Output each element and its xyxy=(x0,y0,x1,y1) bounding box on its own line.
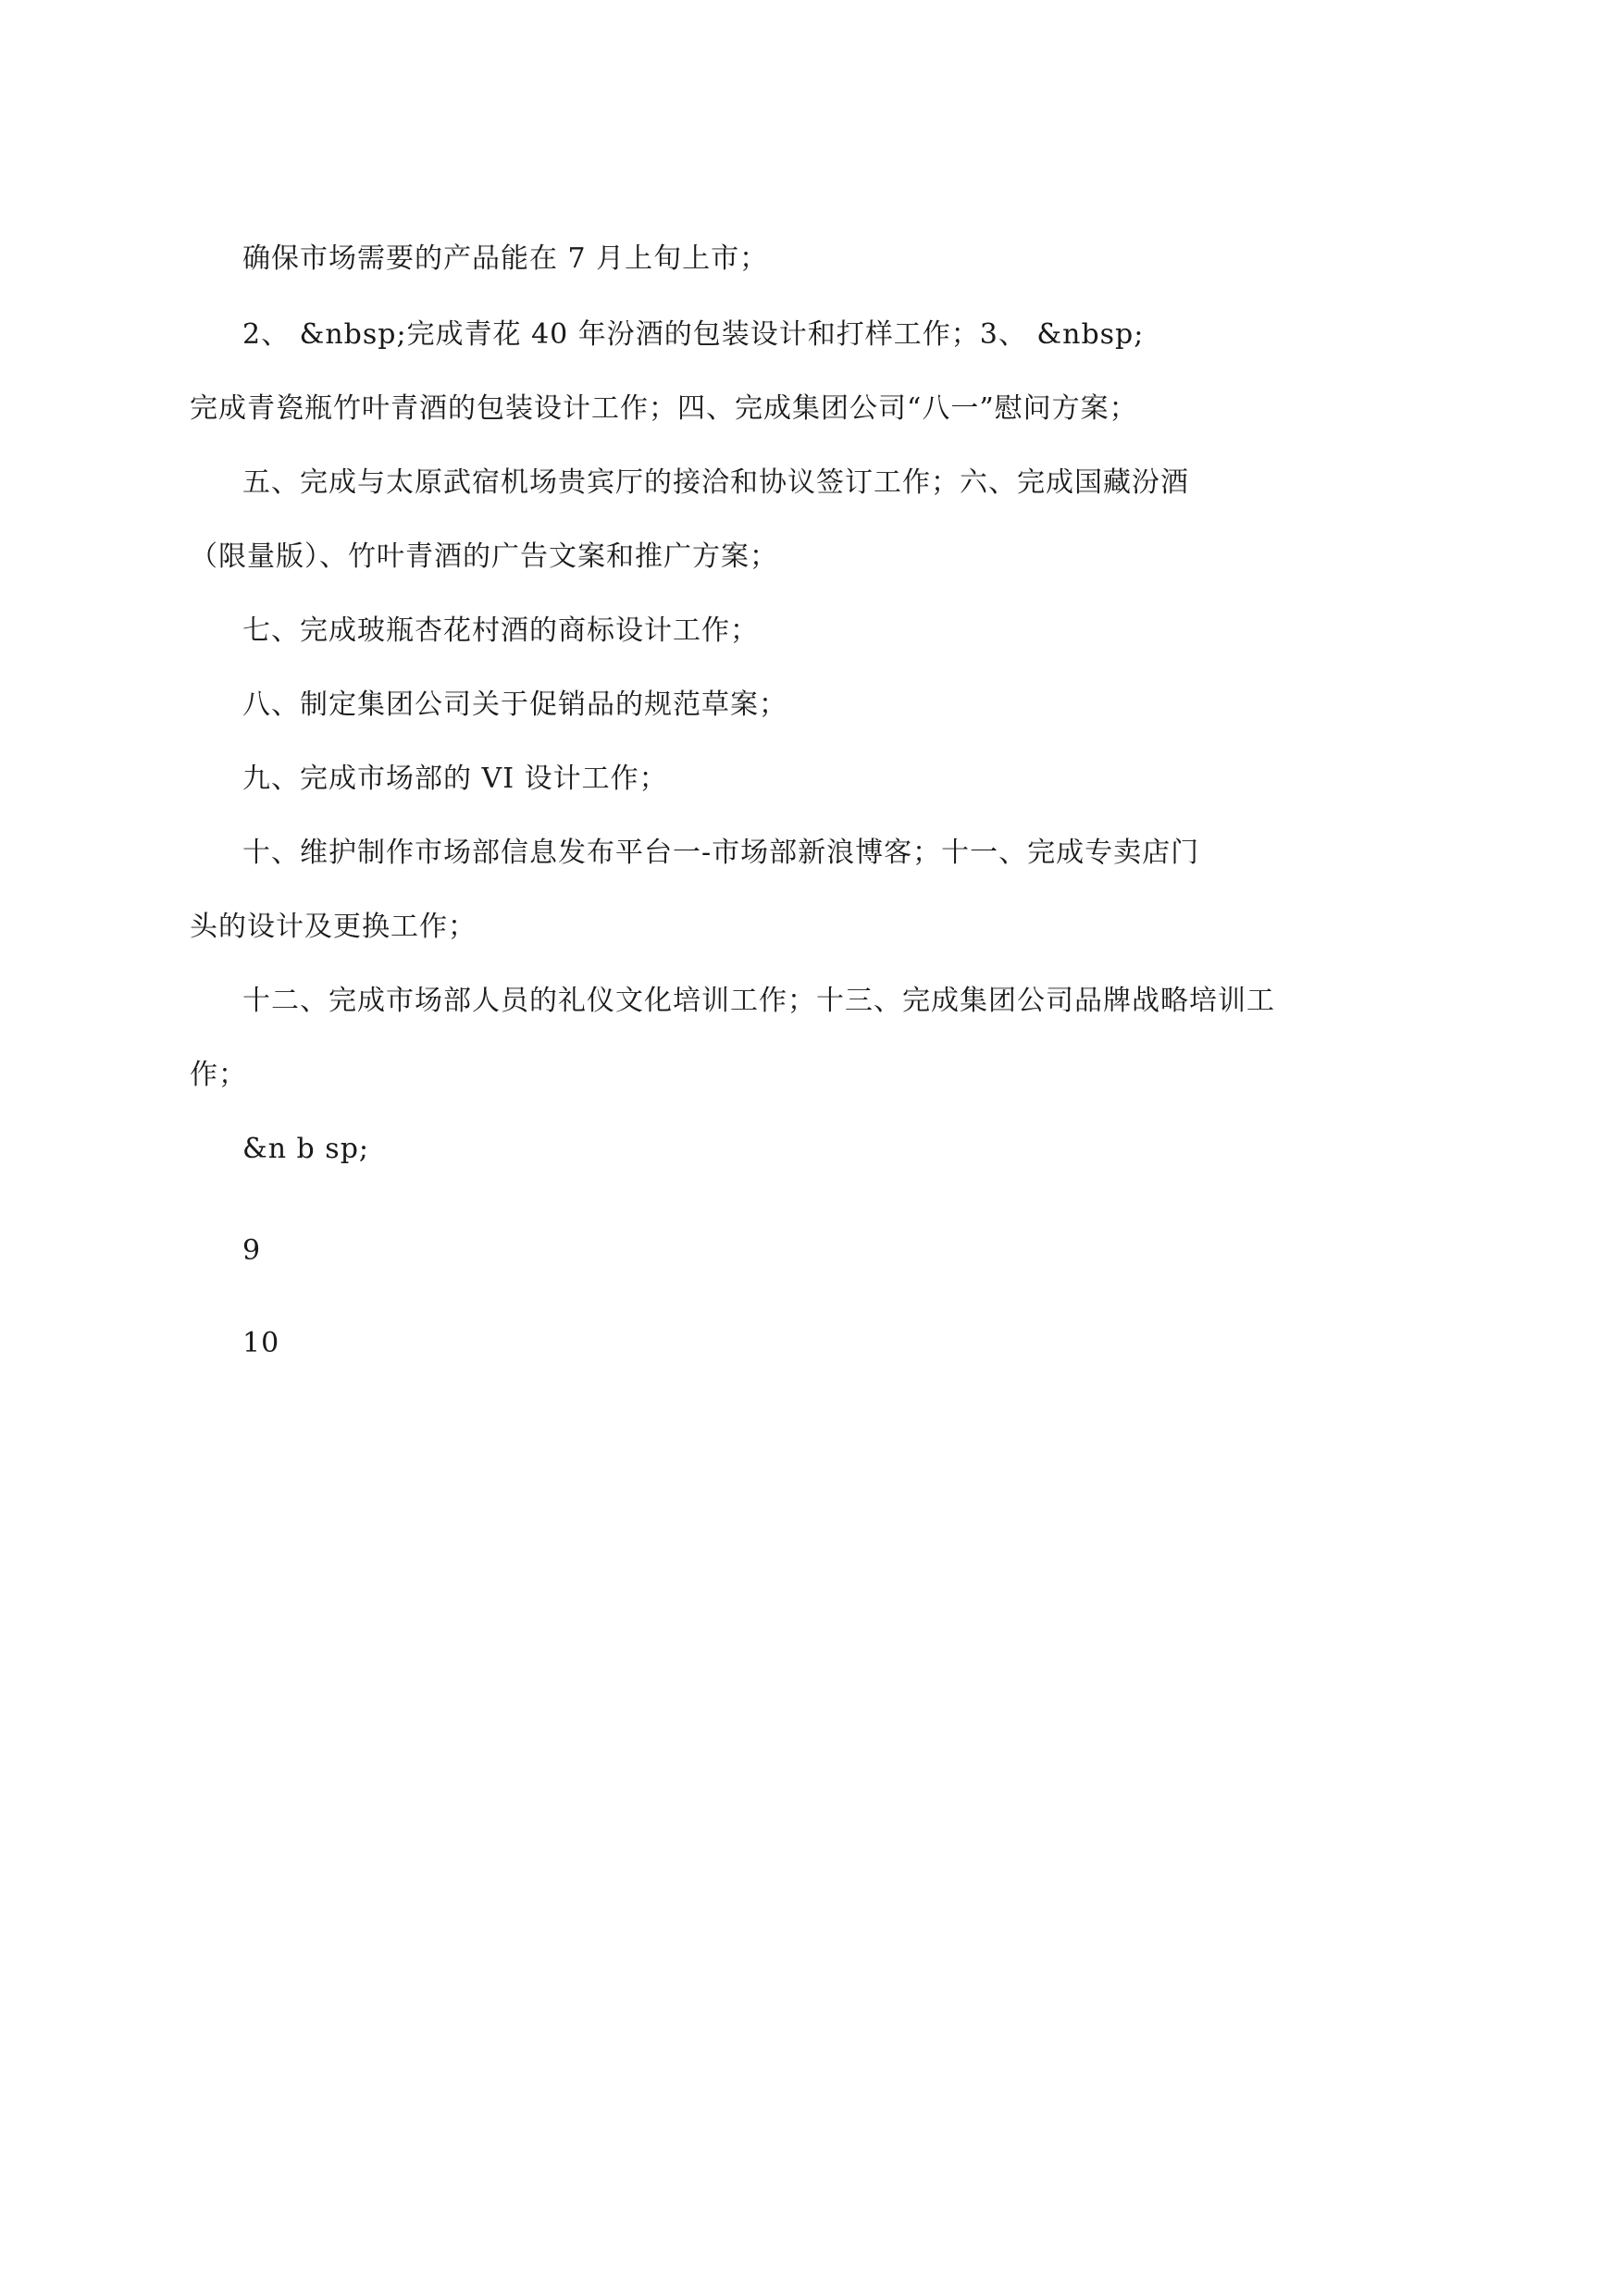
paragraph-line: （限量版）、竹叶青酒的广告文案和推广方案； xyxy=(190,540,778,573)
page-number: 10 xyxy=(242,1327,280,1359)
paragraph-line: 作； xyxy=(190,1059,247,1091)
paragraph-line: 十、维护制作市场部信息发布平台一-市场部新浪博客；十一、完成专卖店门 xyxy=(242,837,1200,869)
paragraph-line: 八、制定集团公司关于促销品的规范草案； xyxy=(242,688,787,721)
paragraph-line: &n b sp; xyxy=(242,1133,370,1165)
paragraph-line: 七、完成玻瓶杏花村酒的商标设计工作； xyxy=(242,614,759,647)
paragraph-line: 九、完成市场部的 VI 设计工作； xyxy=(242,763,668,795)
page-number: 9 xyxy=(242,1234,262,1267)
paragraph-line: 头的设计及更换工作； xyxy=(190,911,477,943)
paragraph-line: 五、完成与太原武宿机场贵宾厅的接洽和协议签订工作；六、完成国藏汾酒 xyxy=(242,466,1189,499)
paragraph-line: 确保市场需要的产品能在 7 月上旬上市； xyxy=(242,242,769,275)
paragraph-line: 十二、完成市场部人员的礼仪文化培训工作；十三、完成集团公司品牌战略培训工 xyxy=(242,985,1275,1017)
paragraph-line: 2、 &nbsp;完成青花 40 年汾酒的包装设计和打样工作；3、 &nbsp; xyxy=(242,318,1145,351)
paragraph-line: 完成青瓷瓶竹叶青酒的包装设计工作；四、完成集团公司“八一”慰问方案； xyxy=(190,392,1138,425)
